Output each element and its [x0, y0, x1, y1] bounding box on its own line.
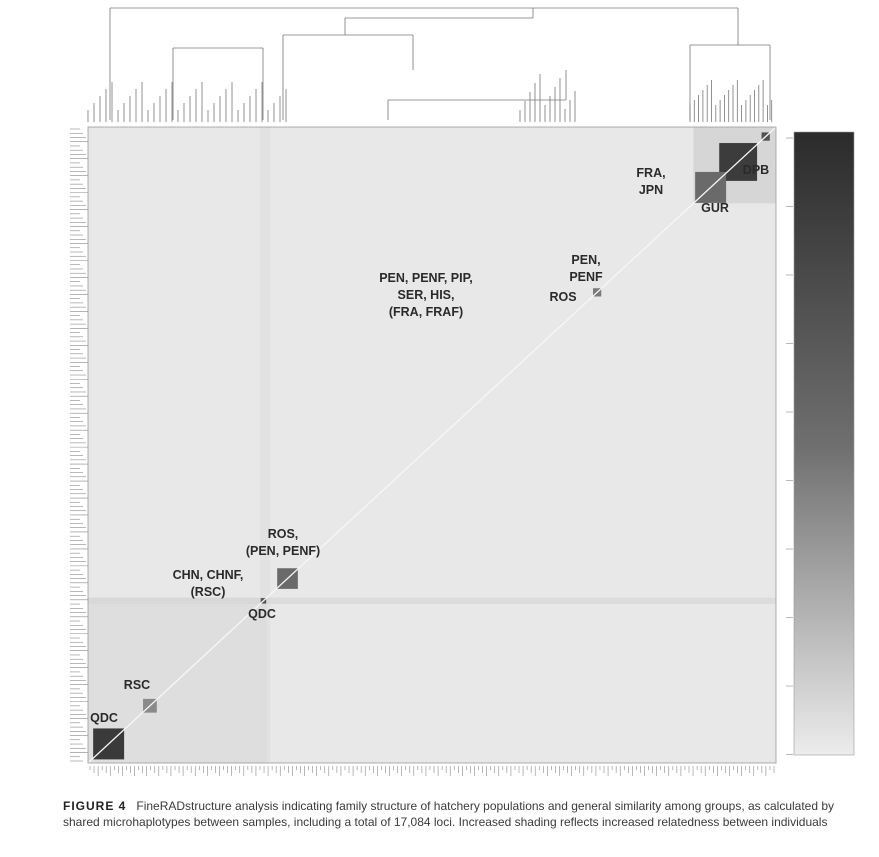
dendrogram — [88, 8, 772, 122]
group-label-line: SER, HIS, — [397, 288, 455, 302]
column-sample-labels — [90, 766, 774, 776]
band-vertical — [260, 127, 270, 763]
group-label-line: PEN, — [571, 253, 601, 267]
group-label-line: QDC — [90, 711, 118, 725]
figure-number: FIGURE 4 — [63, 799, 127, 813]
group-label-line: FRA, — [636, 166, 666, 180]
group-label-gur — [701, 201, 729, 215]
group-label-line: JPN — [638, 183, 664, 197]
group-label-qdc-low — [90, 711, 118, 725]
group-label-line: (PEN, PENF) — [245, 544, 321, 558]
group-label-line: PEN, PENF, PIP, — [379, 271, 473, 285]
group-label-qdc-mid — [248, 607, 276, 621]
group-label-line: DPB — [742, 163, 770, 177]
figure-caption — [63, 798, 853, 830]
group-label-line: PENF — [569, 270, 603, 284]
group-label-line: CHN, CHNF, — [172, 568, 244, 582]
colorbar-gradient — [794, 132, 854, 755]
group-label-line: (FRA, FRAF) — [388, 305, 464, 319]
group-label-line: ROS, — [267, 527, 299, 541]
similarity-heatmap — [88, 127, 776, 763]
group-label-line: (RSC) — [190, 585, 226, 599]
caption-text: FineRADstructure analysis indicating family structure of hatchery populations and general similarity among groups, as calculated by shared microhaplotypes between samples, including a total of 17,084 loci. Increased shading reflects increased relatedness between individuals — [63, 799, 835, 829]
group-label-rsc — [124, 678, 150, 692]
colorbar-legend — [786, 132, 854, 755]
group-label-ros-top — [549, 290, 576, 304]
group-label-line: GUR — [701, 201, 729, 215]
group-label-line: RSC — [123, 678, 151, 692]
row-sample-labels — [70, 129, 89, 761]
group-label-line: QDC — [248, 607, 276, 621]
group-label-line: ROS — [549, 290, 577, 304]
group-label-dpb — [743, 163, 769, 177]
